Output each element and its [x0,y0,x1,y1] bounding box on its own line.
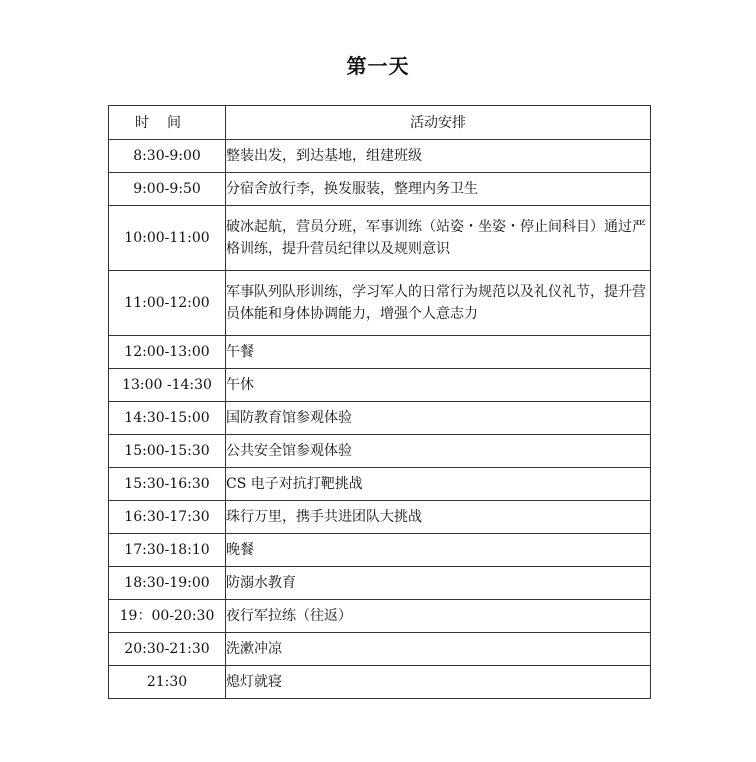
table-row [109,534,651,567]
header-activity: 活动安排 [226,106,651,140]
row-time: 11:00-12:00 [109,271,226,336]
row-activity: 军事队列队形训练，学习军人的日常行为规范以及礼仪礼节，提升营员体能和身体协调能力，增强个人意志力 [226,271,651,336]
row-time: 21:30 [109,666,226,699]
page-title: 第一天 [346,54,410,78]
row-activity: CS 电子对抗打靶挑战 [226,468,651,501]
row-activity: 夜行军拉练（往返） [226,600,651,633]
row-activity: 午餐 [226,336,651,369]
table-row [109,402,651,435]
row-activity: 国防教育馆参观体验 [226,402,651,435]
table-row [109,567,651,600]
row-activity: 防溺水教育 [226,567,651,600]
row-activity: 分宿舍放行李，换发服装，整理内务卫生 [226,173,651,206]
table-row [109,666,651,699]
row-time: 9:00-9:50 [109,173,226,206]
row-activity: 熄灯就寝 [226,666,651,699]
table-row [109,435,651,468]
row-time: 16:30-17:30 [109,501,226,534]
row-time: 15:30-16:30 [109,468,226,501]
row-time: 8:30-9:00 [109,140,226,173]
row-time: 12:00-13:00 [109,336,226,369]
row-time: 10:00-11:00 [109,206,226,271]
table-row [109,206,651,271]
table-row [109,140,651,173]
row-activity: 整装出发，到达基地，组建班级 [226,140,651,173]
row-time: 20:30-21:30 [109,633,226,666]
row-activity: 公共安全馆参观体验 [226,435,651,468]
table-row [109,369,651,402]
table-row [109,468,651,501]
row-time: 14:30-15:00 [109,402,226,435]
row-time: 15:00-15:30 [109,435,226,468]
table-row [109,633,651,666]
row-activity: 晚餐 [226,534,651,567]
table-row [109,336,651,369]
table-row [109,271,651,336]
row-activity: 珠行万里，携手共进团队大挑战 [226,501,651,534]
table-header-row [109,106,651,140]
table-row [109,501,651,534]
row-activity: 午休 [226,369,651,402]
header-time: 时间 [109,106,226,140]
row-time: 19：00-20:30 [109,600,226,633]
row-time: 13:00 -14:30 [109,369,226,402]
table-row [109,173,651,206]
row-activity: 破冰起航，营员分班，军事训练（站姿・坐姿・停止间科目）通过严格训练，提升营员纪律以及规则意识 [226,206,651,271]
row-time: 17:30-18:10 [109,534,226,567]
row-time: 18:30-19:00 [109,567,226,600]
row-activity: 洗漱冲凉 [226,633,651,666]
schedule-table [108,105,651,699]
table-row [109,600,651,633]
